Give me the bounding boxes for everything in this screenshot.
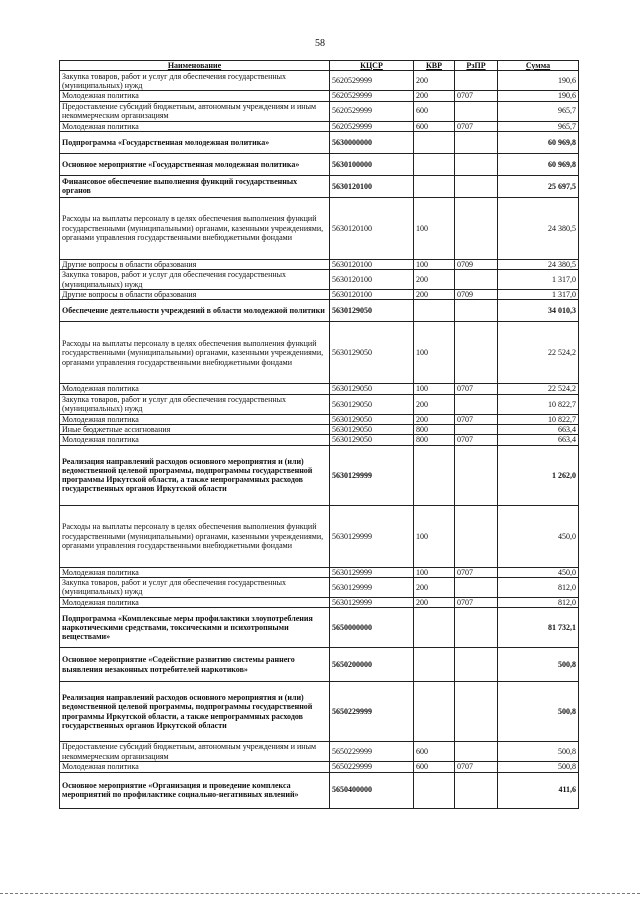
row-kvr-cell (414, 648, 455, 682)
table-row (60, 742, 579, 762)
row-sum-cell: 450,0 (498, 505, 579, 567)
row-rzpr-cell: 0707 (455, 762, 498, 772)
row-name-cell: Закупка товаров, работ и услуг для обеспечения государственных (муниципальных) нужд (60, 394, 330, 414)
row-kvr-cell (414, 445, 455, 505)
page-bottom-edge (0, 893, 640, 895)
row-sum-cell: 812,0 (498, 577, 579, 597)
row-kcsr-cell: 5620529999 (330, 91, 414, 101)
row-rzpr-cell (455, 577, 498, 597)
row-name-cell: Предоставление субсидий бюджетным, автономным учреждениям и иным некоммерческим организациям (60, 742, 330, 762)
row-kvr-cell: 600 (414, 762, 455, 772)
row-name-cell: Закупка товаров, работ и услуг для обеспечения государственных (муниципальных) нужд (60, 270, 330, 290)
table-row (60, 608, 579, 648)
row-sum-cell: 500,8 (498, 648, 579, 682)
row-kcsr-cell: 5650229999 (330, 762, 414, 772)
header-name: Наименование (60, 61, 330, 71)
row-rzpr-cell: 0709 (455, 259, 498, 269)
table-row (60, 290, 579, 300)
row-sum-cell: 24 380,5 (498, 259, 579, 269)
row-rzpr-cell (455, 71, 498, 91)
row-rzpr-cell: 0707 (455, 384, 498, 394)
row-sum-cell: 10 822,7 (498, 414, 579, 424)
table-row (60, 101, 579, 121)
row-kcsr-cell: 5650400000 (330, 772, 414, 808)
row-name-cell: Молодежная политика (60, 414, 330, 424)
row-name-cell: Молодежная политика (60, 435, 330, 445)
row-name-cell: Расходы на выплаты персоналу в целях обеспечения выполнения функций государственными (муниципальными) органами, казенными учреждениями, органами управления государственными внебюджетными фондами (60, 505, 330, 567)
row-name-cell: Другие вопросы в области образования (60, 290, 330, 300)
row-kvr-cell (414, 131, 455, 153)
row-kvr-cell: 200 (414, 290, 455, 300)
row-kcsr-cell: 5630129999 (330, 567, 414, 577)
row-kcsr-cell: 5650229999 (330, 742, 414, 762)
row-sum-cell: 24 380,5 (498, 197, 579, 259)
row-name-cell: Молодежная политика (60, 121, 330, 131)
row-rzpr-cell (455, 175, 498, 197)
row-kvr-cell: 200 (414, 270, 455, 290)
row-name-cell: Реализация направлений расходов основного мероприятия и (или) ведомственной целевой программы, подпрограммы государственной программы Иркутской области, а также непрограммных расходов государственных органов Иркутской области (60, 682, 330, 742)
table-row (60, 259, 579, 269)
row-kcsr-cell: 5630129999 (330, 505, 414, 567)
row-kcsr-cell: 5630000000 (330, 131, 414, 153)
row-kvr-cell: 100 (414, 197, 455, 259)
row-name-cell: Подпрограмма «Комплексные меры профилактики злоупотребления наркотическими средствами, токсическими и психотропными веществами» (60, 608, 330, 648)
row-kvr-cell: 100 (414, 384, 455, 394)
row-name-cell: Финансовое обеспечение выполнения функций государственных органов (60, 175, 330, 197)
row-sum-cell: 10 822,7 (498, 394, 579, 414)
row-sum-cell: 22 524,2 (498, 322, 579, 384)
table-row (60, 505, 579, 567)
row-name-cell: Другие вопросы в области образования (60, 259, 330, 269)
row-kcsr-cell: 5630129050 (330, 425, 414, 435)
row-kvr-cell: 800 (414, 425, 455, 435)
row-rzpr-cell (455, 648, 498, 682)
row-kcsr-cell: 5630129050 (330, 414, 414, 424)
table-row (60, 394, 579, 414)
row-name-cell: Основное мероприятие «Организация и проведение комплекса мероприятий по профилактике социально-негативных явлений» (60, 772, 330, 808)
row-name-cell: Основное мероприятие «Содействие развитию системы раннего выявления незаконных потребителей наркотиков» (60, 648, 330, 682)
table-row (60, 762, 579, 772)
row-kvr-cell: 200 (414, 71, 455, 91)
row-kcsr-cell: 5630100000 (330, 153, 414, 175)
row-kvr-cell: 600 (414, 742, 455, 762)
row-rzpr-cell (455, 742, 498, 762)
budget-table (59, 60, 579, 809)
row-rzpr-cell (455, 101, 498, 121)
table-row (60, 384, 579, 394)
table-row (60, 322, 579, 384)
row-kcsr-cell: 5630129999 (330, 597, 414, 607)
row-sum-cell: 190,6 (498, 91, 579, 101)
row-kcsr-cell: 5630129050 (330, 435, 414, 445)
row-sum-cell: 25 697,5 (498, 175, 579, 197)
table-row (60, 772, 579, 808)
table-row (60, 131, 579, 153)
table-row (60, 414, 579, 424)
row-sum-cell: 411,6 (498, 772, 579, 808)
row-kvr-cell (414, 608, 455, 648)
row-kvr-cell (414, 682, 455, 742)
row-name-cell: Обеспечение деятельности учреждений в области молодежной политики (60, 300, 330, 322)
row-sum-cell: 500,8 (498, 742, 579, 762)
row-kcsr-cell: 5630120100 (330, 175, 414, 197)
header-sum: Сумма (498, 61, 579, 71)
row-kcsr-cell: 5630120100 (330, 197, 414, 259)
row-sum-cell: 965,7 (498, 101, 579, 121)
row-rzpr-cell (455, 505, 498, 567)
row-name-cell: Предоставление субсидий бюджетным, автономным учреждениям и иным некоммерческим организациям (60, 101, 330, 121)
row-kvr-cell: 200 (414, 91, 455, 101)
row-sum-cell: 500,8 (498, 762, 579, 772)
row-sum-cell: 34 010,3 (498, 300, 579, 322)
row-name-cell: Закупка товаров, работ и услуг для обеспечения государственных (муниципальных) нужд (60, 71, 330, 91)
row-kvr-cell (414, 772, 455, 808)
row-rzpr-cell (455, 445, 498, 505)
row-rzpr-cell (455, 682, 498, 742)
table-row (60, 425, 579, 435)
row-kcsr-cell: 5630120100 (330, 259, 414, 269)
table-row (60, 300, 579, 322)
row-rzpr-cell (455, 153, 498, 175)
row-rzpr-cell: 0707 (455, 435, 498, 445)
row-sum-cell: 965,7 (498, 121, 579, 131)
row-kcsr-cell: 5630129999 (330, 577, 414, 597)
row-name-cell: Молодежная политика (60, 384, 330, 394)
row-kvr-cell: 100 (414, 259, 455, 269)
table-row (60, 567, 579, 577)
row-rzpr-cell (455, 270, 498, 290)
row-rzpr-cell (455, 608, 498, 648)
row-rzpr-cell (455, 197, 498, 259)
row-kvr-cell: 200 (414, 577, 455, 597)
row-rzpr-cell: 0707 (455, 121, 498, 131)
row-rzpr-cell (455, 131, 498, 153)
row-name-cell: Расходы на выплаты персоналу в целях обеспечения выполнения функций государственными (муниципальными) органами, казенными учреждениями, органами управления государственными внебюджетными фондами (60, 322, 330, 384)
row-sum-cell: 1 317,0 (498, 270, 579, 290)
table-row (60, 445, 579, 505)
header-kvr: КВР (414, 61, 455, 71)
row-kcsr-cell: 5630129050 (330, 322, 414, 384)
row-kvr-cell: 200 (414, 414, 455, 424)
row-name-cell: Молодежная политика (60, 762, 330, 772)
row-kcsr-cell: 5620529999 (330, 101, 414, 121)
table-row (60, 577, 579, 597)
row-kvr-cell: 200 (414, 597, 455, 607)
row-kcsr-cell: 5630120100 (330, 290, 414, 300)
table-row (60, 435, 579, 445)
row-kcsr-cell: 5650000000 (330, 608, 414, 648)
row-kvr-cell: 200 (414, 394, 455, 414)
table-row (60, 71, 579, 91)
row-kcsr-cell: 5620529999 (330, 121, 414, 131)
table-row (60, 153, 579, 175)
row-kvr-cell: 100 (414, 322, 455, 384)
page-number: 58 (315, 38, 325, 49)
row-sum-cell: 1 317,0 (498, 290, 579, 300)
table-row (60, 91, 579, 101)
row-kcsr-cell: 5650229999 (330, 682, 414, 742)
row-rzpr-cell (455, 394, 498, 414)
row-kcsr-cell: 5620529999 (330, 71, 414, 91)
row-kvr-cell (414, 175, 455, 197)
row-rzpr-cell: 0707 (455, 567, 498, 577)
row-name-cell: Молодежная политика (60, 567, 330, 577)
row-name-cell: Реализация направлений расходов основного мероприятия и (или) ведомственной целевой программы, подпрограммы государственной программы Иркутской области, а также непрограммных расходов государственных органов Иркутской области (60, 445, 330, 505)
row-kcsr-cell: 5630120100 (330, 270, 414, 290)
row-name-cell: Иные бюджетные ассигнования (60, 425, 330, 435)
row-rzpr-cell: 0707 (455, 414, 498, 424)
row-kcsr-cell: 5650200000 (330, 648, 414, 682)
row-name-cell: Подпрограмма «Государственная молодежная политика» (60, 131, 330, 153)
table-row (60, 648, 579, 682)
row-kcsr-cell: 5630129050 (330, 384, 414, 394)
row-kcsr-cell: 5630129050 (330, 300, 414, 322)
row-kcsr-cell: 5630129050 (330, 394, 414, 414)
table-row (60, 175, 579, 197)
row-rzpr-cell (455, 300, 498, 322)
row-kvr-cell (414, 300, 455, 322)
row-sum-cell: 190,6 (498, 71, 579, 91)
row-sum-cell: 663,4 (498, 435, 579, 445)
row-rzpr-cell (455, 772, 498, 808)
row-kvr-cell: 600 (414, 121, 455, 131)
table-body (60, 71, 579, 808)
row-sum-cell: 60 969,8 (498, 153, 579, 175)
row-sum-cell: 812,0 (498, 597, 579, 607)
row-sum-cell: 663,4 (498, 425, 579, 435)
row-kvr-cell: 100 (414, 505, 455, 567)
row-sum-cell: 60 969,8 (498, 131, 579, 153)
row-kvr-cell: 600 (414, 101, 455, 121)
row-rzpr-cell: 0707 (455, 597, 498, 607)
row-name-cell: Расходы на выплаты персоналу в целях обеспечения выполнения функций государственными (муниципальными) органами, казенными учреждениями, органами управления государственными внебюджетными фондами (60, 197, 330, 259)
table-row (60, 597, 579, 607)
row-rzpr-cell (455, 322, 498, 384)
row-sum-cell: 81 732,1 (498, 608, 579, 648)
row-sum-cell: 450,0 (498, 567, 579, 577)
row-sum-cell: 22 524,2 (498, 384, 579, 394)
row-kvr-cell: 800 (414, 435, 455, 445)
row-kcsr-cell: 5630129999 (330, 445, 414, 505)
table-row (60, 121, 579, 131)
table-header-row (60, 61, 579, 71)
table-row (60, 270, 579, 290)
header-kcsr: КЦСР (330, 61, 414, 71)
row-name-cell: Молодежная политика (60, 91, 330, 101)
row-name-cell: Молодежная политика (60, 597, 330, 607)
row-rzpr-cell (455, 425, 498, 435)
row-sum-cell: 1 262,0 (498, 445, 579, 505)
header-rzpr: РзПР (455, 61, 498, 71)
row-name-cell: Закупка товаров, работ и услуг для обеспечения государственных (муниципальных) нужд (60, 577, 330, 597)
row-name-cell: Основное мероприятие «Государственная молодежная политика» (60, 153, 330, 175)
row-rzpr-cell: 0709 (455, 290, 498, 300)
row-kvr-cell (414, 153, 455, 175)
row-rzpr-cell: 0707 (455, 91, 498, 101)
row-sum-cell: 500,8 (498, 682, 579, 742)
table-row (60, 682, 579, 742)
table-row (60, 197, 579, 259)
row-kvr-cell: 100 (414, 567, 455, 577)
